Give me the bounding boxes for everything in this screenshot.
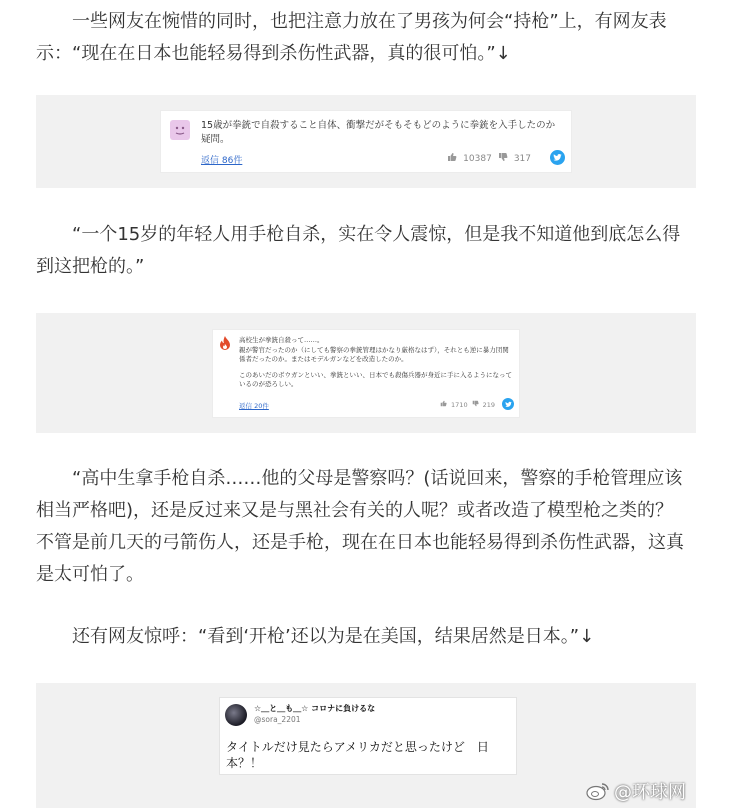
thumbs-up-icon[interactable] — [447, 152, 457, 165]
watermark-text: @环球网 — [614, 782, 686, 803]
like-count: 1710 — [451, 400, 468, 409]
comment-line-1: 高校生が拳銃自殺って……。 — [239, 336, 324, 344]
weibo-watermark — [586, 778, 686, 804]
comment-screenshot-panel-2 — [36, 313, 696, 433]
article-paragraph-3: “高中生拿手枪自杀……他的父母是警察吗？(话说回来，警察的手枪管理应该相当严格吧)，还是反过来又是与黑社会有关的人呢？或者改造了模型枪之类的？ 不管是前几天的弓箭伤人，还是手枪，现在在日本也能轻易得到杀伤性武器，这真是太可怕了。 — [36, 468, 684, 585]
article-paragraph-4: 还有网友惊呼：“看到‘开枪’还以为是在美国，结果居然是日本。”↓ — [72, 626, 595, 647]
twitter-share-icon[interactable] — [550, 150, 565, 165]
reply-link[interactable]: 返信 20件 — [239, 402, 269, 410]
article-paragraph-2: “一个15岁的年轻人用手枪自杀，实在令人震惊，但是我不知道他到底怎么得到这把枪的。” — [36, 224, 681, 277]
comment-line-2: 親が警官だったのか（にしても警察の拳銃管理はかなり厳格なはず），それとも逆に暴力団関係者だったのか。またはモデルガンなどを改造したのか。 — [239, 345, 509, 363]
comment-card-2 — [212, 329, 520, 418]
thumbs-down-icon[interactable] — [472, 400, 479, 409]
comment-text: 15歳が拳銃で自殺すること自体、衝撃だがそもそもどのように拳銃を入手したのか疑問。 — [201, 120, 556, 145]
tweet-display-name[interactable]: ☆＿と＿も＿☆ コロナに負けるな — [254, 704, 376, 713]
thumbs-down-icon[interactable] — [498, 152, 508, 165]
article-paragraph-1: 一些网友在惋惜的同时，也把注意力放在了男孩为何会“持枪”上，有网友表示：“现在在日本也能轻易得到杀伤性武器，真的很可怕。”↓ — [36, 11, 667, 64]
like-count: 10387 — [463, 153, 492, 164]
reply-link[interactable]: 返信 86件 — [201, 156, 243, 166]
comment-text — [239, 336, 513, 390]
dislike-count: 219 — [482, 400, 495, 409]
comment-stats — [440, 400, 495, 409]
twitter-share-icon[interactable] — [502, 398, 514, 410]
weibo-logo-icon — [586, 781, 610, 801]
tweet-handle[interactable]: @sora_2201 — [254, 715, 301, 724]
thumbs-up-icon[interactable] — [440, 400, 447, 409]
dislike-count: 317 — [513, 153, 531, 164]
comment-line-3: このあいだのボウガンといい、拳銃といい、日本でも殺傷兵器が身近に手に入るようになっているのが恐ろしい。 — [239, 370, 512, 388]
face-avatar-icon — [170, 120, 190, 140]
comment-stats — [447, 152, 531, 165]
comment-screenshot-panel-1 — [36, 95, 696, 188]
tweet-card — [219, 697, 517, 775]
comment-card-1 — [160, 110, 572, 173]
tweet-screenshot-panel — [36, 683, 696, 808]
user-avatar[interactable] — [225, 704, 247, 726]
flame-icon — [218, 335, 232, 355]
tweet-text: タイトルだけ見たらアメリカだと思ったけど 日本？！ — [226, 740, 489, 770]
